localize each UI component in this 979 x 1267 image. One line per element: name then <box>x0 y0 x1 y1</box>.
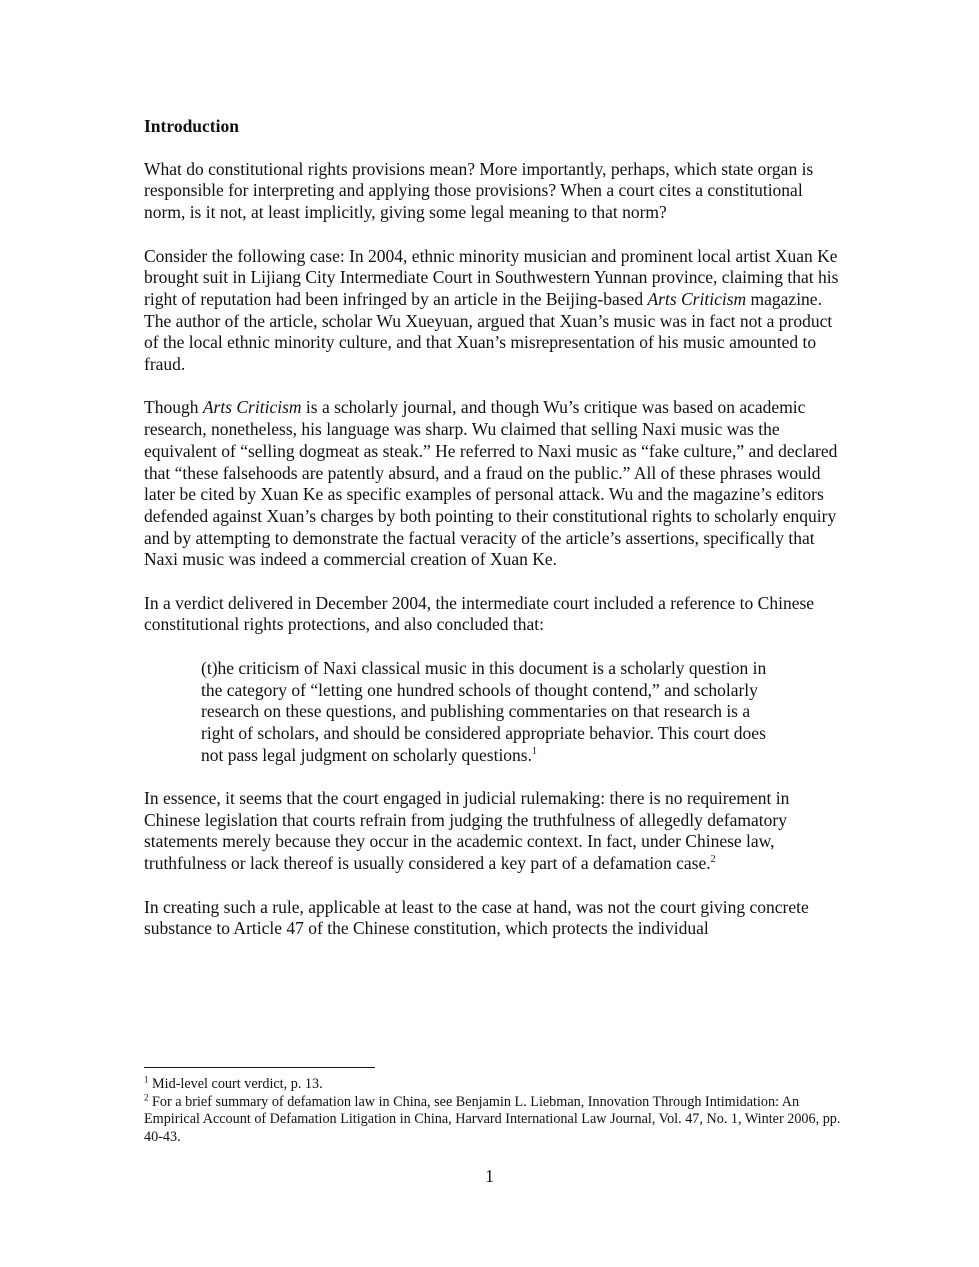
journal-title-italic: Arts Criticism <box>647 288 747 309</box>
journal-title-italic: Arts Criticism <box>202 397 302 418</box>
court-quote <box>201 658 781 767</box>
footnote-ref-2[interactable]: 2 <box>710 854 716 866</box>
paragraph-3 <box>144 397 844 571</box>
paragraph-1 <box>144 159 844 224</box>
paragraph-2 <box>144 246 844 376</box>
main-content <box>144 116 844 962</box>
footnote-ref-1[interactable]: 1 <box>532 745 537 757</box>
paragraph-4 <box>144 593 844 636</box>
paragraph-2-text-a: Consider the following case: In 2004, ethnic minority musician and prominent local artist Xuan Ke brought suit in Lijiang City Intermediate Court in Southwestern Yunnan province, claiming that his right of reputation had been infringed by an article in the Beijing-based <box>144 245 839 309</box>
paragraph-5 <box>144 788 844 875</box>
footnote-text: For a brief summary of defamation law in China, see Benjamin L. Liebman, Innovation Through Intimidation: An Empirical Account of Defamation Litigation in China, Harvard International Law Journal, Vol. 47, No. 1, Winter 2006, pp. 40-43. <box>144 1093 841 1145</box>
footnote-divider <box>144 1067 375 1068</box>
footnote-text: Mid-level court verdict, p. 13. <box>152 1076 323 1092</box>
page-number: 1 <box>485 1166 494 1186</box>
footnotes <box>144 1067 844 1146</box>
section-heading: Introduction <box>144 116 239 136</box>
paragraph-6-text: In creating such a rule, applicable at least to the case at hand, was not the court giving concrete substance to Article 47 of the Chinese constitution, which protects the individual <box>144 896 809 939</box>
paragraph-3-text-a: Though <box>144 397 203 418</box>
paragraph-5-text: In essence, it seems that the court engaged in judicial rulemaking: there is no requirement in Chinese legislation that courts refrain from judging the truthfulness of allegedly defamatory statements merely because they occur in the academic context. In fact, under Chinese law, truthfulness or lack thereof is usually considered a key part of a defamation case. <box>144 788 790 874</box>
paragraph-6 <box>144 897 844 940</box>
footnote-number: 2 <box>144 1091 149 1102</box>
paragraph-3-text-b: is a scholarly journal, and though Wu’s critique was based on academic research, nonetheless, his language was sharp. Wu claimed that selling Naxi music was the equivalent of “selling dogmeat as steak.” He referred to Naxi music as “fake culture,” and declared that “these falsehoods are patently absurd, and a fraud on the public.” All of these phrases would later be cited by Xuan Ke as specific examples of personal attack. Wu and the magazine’s editors defended against Xuan’s charges by both pointing to their constitutional rights to scholarly enquiry and by attempting to demonstrate the factual veracity of the article’s assertions, specifically that Naxi music was indeed a commercial creation of Xuan Ke. <box>144 397 838 570</box>
footnote-1 <box>144 1076 844 1094</box>
paragraph-1-text: What do constitutional rights provisions mean? More importantly, perhaps, which state organ is responsible for interpreting and applying those provisions? When a court cites a constitutional norm, is it not, at least implicitly, giving some legal meaning to that norm? <box>144 158 814 223</box>
footnote-2 <box>144 1091 844 1147</box>
paragraph-4-text: In a verdict delivered in December 2004, the intermediate court included a reference to Chinese constitutional rights protections, and also concluded that: <box>144 592 815 635</box>
quote-text: (t)he criticism of Naxi classical music in this document is a scholarly question in the category of “letting one hundred schools of thought contend,” and scholarly research on these questions, and publishing commentaries on that research is a right of scholars, and should be considered appropriate behavior. This court does not pass legal judgment on scholarly questions. <box>201 657 767 765</box>
paragraph-2-text-b: magazine. The author of the article, scholar Wu Xueyuan, argued that Xuan’s music was in fact not a product of the local ethnic minority culture, and that Xuan’s misrepresentation of his music amounted to fraud. <box>144 288 833 375</box>
footnote-number: 1 <box>144 1074 149 1085</box>
